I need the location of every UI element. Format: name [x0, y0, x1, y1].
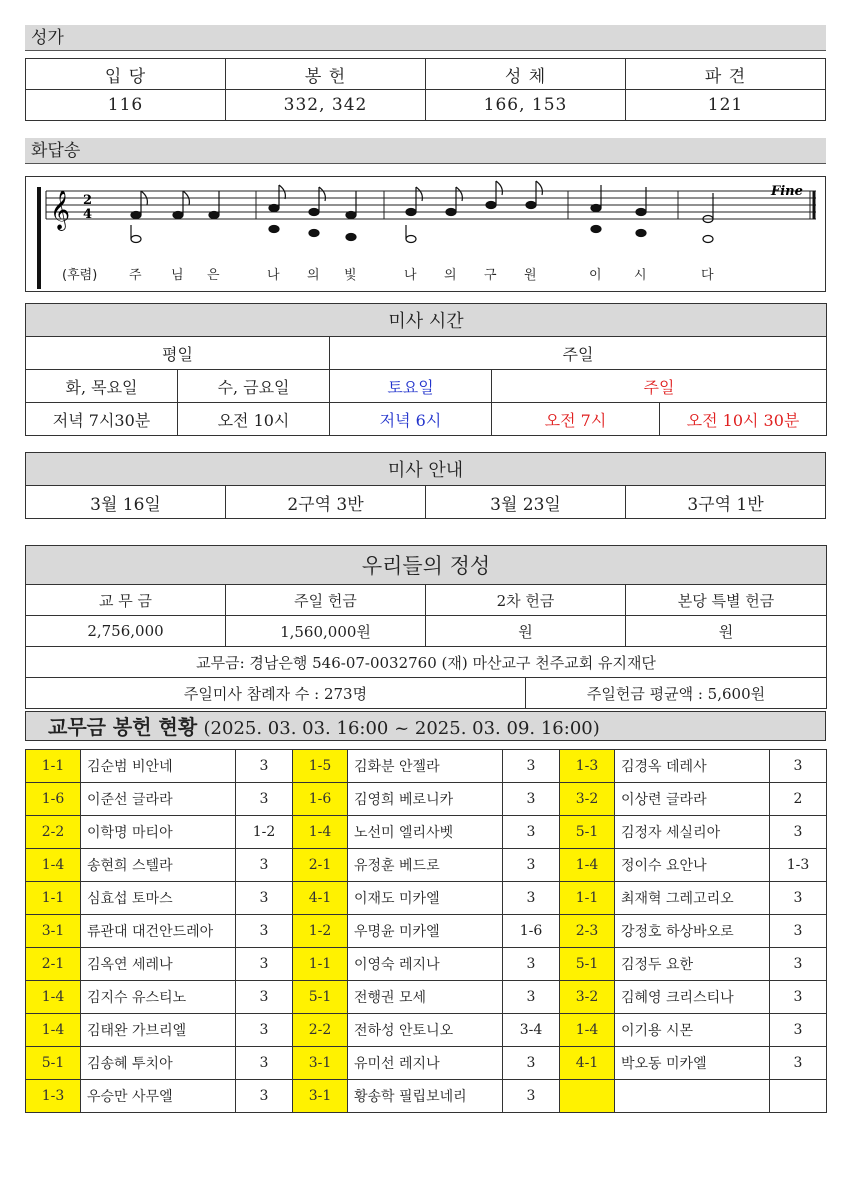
treble-clef-icon: 𝄞: [50, 190, 71, 230]
donor-months: 3: [236, 948, 293, 981]
donor-months: 3-4: [503, 1014, 560, 1047]
hymn-value-entrance: 116: [26, 90, 226, 121]
weekday-header: 평일: [26, 337, 330, 370]
offering-header-dues: 교 무 금: [26, 585, 226, 616]
donor-months: 3: [236, 849, 293, 882]
donor-name: 류관대 대건안드레아: [81, 915, 236, 948]
donor-name: 황송학 필립보네리: [348, 1080, 503, 1113]
lyric-syllable: 나: [267, 268, 280, 283]
donor-name: 박오동 미카엘: [615, 1047, 770, 1080]
dues-status-heading: 교무금 봉헌 현황: [48, 715, 198, 739]
donor-group: 1-1: [26, 750, 81, 783]
donor-name: 김옥연 세레나: [81, 948, 236, 981]
table-row: [26, 981, 827, 1014]
hymn-value-dismissal: 121: [626, 90, 826, 121]
donor-months: 3: [770, 750, 827, 783]
donor-name: 최재혁 그레고리오: [615, 882, 770, 915]
donor-months: 3: [503, 1080, 560, 1113]
guide-date-2: 3월 23일: [426, 486, 626, 519]
guide-group-2: 3구역 1반: [626, 486, 826, 519]
donor-group: 1-5: [293, 750, 348, 783]
dues-status-period: (2025. 03. 03. 16:00 ~ 2025. 03. 09. 16:00): [203, 718, 600, 739]
day-saturday: 토요일: [330, 370, 492, 403]
donor-group: 5-1: [560, 816, 615, 849]
donor-months: 3: [236, 750, 293, 783]
hymn-header-communion: 성 체: [426, 59, 626, 90]
hymn-section-title: 성가: [25, 25, 826, 51]
donor-months: 3: [770, 816, 827, 849]
donor-months: 3: [503, 849, 560, 882]
lyric-syllable: 주: [129, 268, 142, 283]
donor-table: [25, 749, 827, 1113]
donor-group: [560, 1080, 615, 1113]
lyric-syllable: 이: [589, 268, 602, 283]
donor-months: 3: [503, 750, 560, 783]
day-tue-thu: 화, 목요일: [26, 370, 178, 403]
donor-months: 2: [770, 783, 827, 816]
music-staff: [26, 177, 825, 291]
donor-name: 이재도 미카엘: [348, 882, 503, 915]
guide-date-1: 3월 16일: [26, 486, 226, 519]
donor-name: 김혜영 크리스티나: [615, 981, 770, 1014]
donor-months: 3: [770, 882, 827, 915]
donor-name: 강정호 하상바오로: [615, 915, 770, 948]
table-row: [26, 816, 827, 849]
donor-months: 3: [236, 1047, 293, 1080]
donor-months: 3: [503, 948, 560, 981]
donor-months: 3: [770, 948, 827, 981]
offering-value-sunday: 1,560,000원: [226, 616, 426, 647]
donor-group: 1-4: [26, 981, 81, 1014]
table-row: [26, 948, 827, 981]
refrain-label: (후렴): [62, 268, 98, 283]
donor-name: 김송혜 투치아: [81, 1047, 236, 1080]
donor-name: 김정두 요한: [615, 948, 770, 981]
offering-header-special: 본당 특별 헌금: [626, 585, 827, 616]
mass-guide-title: 미사 안내: [26, 453, 826, 486]
mass-times-title: 미사 시간: [26, 304, 827, 337]
offering-value-dues: 2,756,000: [26, 616, 226, 647]
offering-value-special: 원: [626, 616, 827, 647]
donor-group: 1-4: [293, 816, 348, 849]
offering-header-second: 2차 헌금: [426, 585, 626, 616]
donor-months: 3: [236, 1014, 293, 1047]
donor-group: 1-1: [26, 882, 81, 915]
donor-months: 1-2: [236, 816, 293, 849]
donor-name: 이준선 글라라: [81, 783, 236, 816]
donor-group: 1-3: [560, 750, 615, 783]
time-sunday-early: 오전 7시: [492, 403, 660, 436]
donor-months: 3: [503, 816, 560, 849]
donor-months: 3: [503, 783, 560, 816]
fine-mark: Fine: [771, 184, 803, 199]
donor-group: 2-1: [26, 948, 81, 981]
hymn-header-entrance: 입 당: [26, 59, 226, 90]
table-row: [26, 882, 827, 915]
donor-name: 김순범 비안네: [81, 750, 236, 783]
time-sunday-late: 오전 10시 30분: [660, 403, 827, 436]
psalm-section-title: 화답송: [25, 138, 826, 164]
donor-months: 3: [236, 882, 293, 915]
table-row: [26, 1014, 827, 1047]
donor-group: 1-4: [26, 849, 81, 882]
donor-group: 4-1: [293, 882, 348, 915]
guide-group-1: 2구역 3반: [226, 486, 426, 519]
donor-group: 3-1: [293, 1080, 348, 1113]
donor-group: 1-1: [560, 882, 615, 915]
donor-name: 송현희 스텔라: [81, 849, 236, 882]
hymn-value-offertory: 332, 342: [226, 90, 426, 121]
donor-group: 2-2: [26, 816, 81, 849]
donor-group: 1-4: [560, 1014, 615, 1047]
donor-group: 2-3: [560, 915, 615, 948]
mass-guide-table: [25, 452, 826, 519]
donor-name: 우승만 사무엘: [81, 1080, 236, 1113]
attendance-count: 주일미사 참례자 수 : 273명: [26, 678, 526, 709]
donor-name: 전행권 모세: [348, 981, 503, 1014]
time-saturday: 저녁 6시: [330, 403, 492, 436]
donor-name: 노선미 엘리사벳: [348, 816, 503, 849]
donor-group: 4-1: [560, 1047, 615, 1080]
donor-group: 3-1: [293, 1047, 348, 1080]
lyric-syllable: 은: [207, 268, 220, 283]
dues-status-title: [25, 711, 826, 741]
donor-name: 이영숙 레지나: [348, 948, 503, 981]
table-row: [26, 750, 827, 783]
donor-name: 유정훈 베드로: [348, 849, 503, 882]
donor-group: 1-4: [26, 1014, 81, 1047]
table-row: [26, 1080, 827, 1113]
donor-months: 1-6: [503, 915, 560, 948]
donor-name: 김화분 안젤라: [348, 750, 503, 783]
sunday-average: 주일헌금 평균액 : 5,600원: [526, 678, 827, 709]
donor-months: 3: [503, 882, 560, 915]
table-row: [26, 783, 827, 816]
lyric-syllable: 나: [404, 268, 417, 283]
mass-times-table: [25, 303, 827, 436]
lyric-syllable: 원: [524, 268, 537, 283]
lyric-syllable: 의: [444, 268, 457, 283]
donor-months: 3: [770, 915, 827, 948]
donor-months: 3: [503, 1047, 560, 1080]
donor-group: 3-1: [26, 915, 81, 948]
offering-header-sunday: 주일 헌금: [226, 585, 426, 616]
donor-group: 2-1: [293, 849, 348, 882]
donor-group: 3-2: [560, 783, 615, 816]
donor-months: 3: [770, 981, 827, 1014]
donor-name: 전하성 안토니오: [348, 1014, 503, 1047]
donor-name: 김영희 베로니카: [348, 783, 503, 816]
lyric-syllable: 의: [307, 268, 320, 283]
donor-name: 이기용 시몬: [615, 1014, 770, 1047]
psalm-score: [25, 176, 826, 292]
donor-group: 2-2: [293, 1014, 348, 1047]
donor-group: 3-2: [560, 981, 615, 1014]
donor-name: 김경옥 데레사: [615, 750, 770, 783]
bank-account: 교무금: 경남은행 546-07-0032760 (재) 마산교구 천주교회 유지재단: [26, 647, 827, 678]
donor-name: 심효섭 토마스: [81, 882, 236, 915]
donor-group: 1-3: [26, 1080, 81, 1113]
svg-text:4: 4: [83, 207, 93, 222]
donor-group: 5-1: [26, 1047, 81, 1080]
donor-name: 이학명 마티아: [81, 816, 236, 849]
day-sunday: 주일: [492, 370, 827, 403]
donor-name: 정이수 요안나: [615, 849, 770, 882]
offering-table: [25, 545, 827, 709]
lyric-syllable: 시: [634, 268, 647, 283]
donor-group: 1-6: [293, 783, 348, 816]
donor-name: 김정자 세실리아: [615, 816, 770, 849]
donor-months: 3: [236, 1080, 293, 1113]
donor-months: 3: [236, 981, 293, 1014]
donor-months: 3: [770, 1047, 827, 1080]
donor-group: 1-4: [560, 849, 615, 882]
svg-text:2: 2: [83, 193, 93, 208]
table-row: [26, 915, 827, 948]
donor-months: 3: [770, 1014, 827, 1047]
donor-name: 우명윤 미카엘: [348, 915, 503, 948]
donor-name: [615, 1080, 770, 1113]
lyric-syllable: 구: [484, 268, 497, 283]
donor-months: 3: [236, 915, 293, 948]
hymn-table: [25, 58, 826, 121]
hymn-header-dismissal: 파 견: [626, 59, 826, 90]
sunday-header: 주일: [330, 337, 827, 370]
donor-group: 1-6: [26, 783, 81, 816]
hymn-header-offertory: 봉 헌: [226, 59, 426, 90]
donor-group: 1-1: [293, 948, 348, 981]
donor-months: [770, 1080, 827, 1113]
table-row: [26, 1047, 827, 1080]
offering-value-second: 원: [426, 616, 626, 647]
donor-name: 이상련 글라라: [615, 783, 770, 816]
donor-group: 5-1: [293, 981, 348, 1014]
donor-group: 1-2: [293, 915, 348, 948]
hymn-value-communion: 166, 153: [426, 90, 626, 121]
table-row: [26, 849, 827, 882]
lyric-syllable: 다: [701, 268, 714, 283]
lyric-syllable: 빛: [344, 268, 357, 283]
time-tue-thu: 저녁 7시30분: [26, 403, 178, 436]
day-wed-fri: 수, 금요일: [178, 370, 330, 403]
donor-months: 3: [503, 981, 560, 1014]
donor-months: 3: [236, 783, 293, 816]
donor-months: 1-3: [770, 849, 827, 882]
donor-name: 김태완 가브리엘: [81, 1014, 236, 1047]
donor-name: 김지수 유스티노: [81, 981, 236, 1014]
time-wed-fri: 오전 10시: [178, 403, 330, 436]
lyric-syllable: 님: [171, 268, 184, 283]
offering-title: 우리들의 정성: [26, 546, 827, 585]
donor-name: 유미선 레지나: [348, 1047, 503, 1080]
donor-group: 5-1: [560, 948, 615, 981]
